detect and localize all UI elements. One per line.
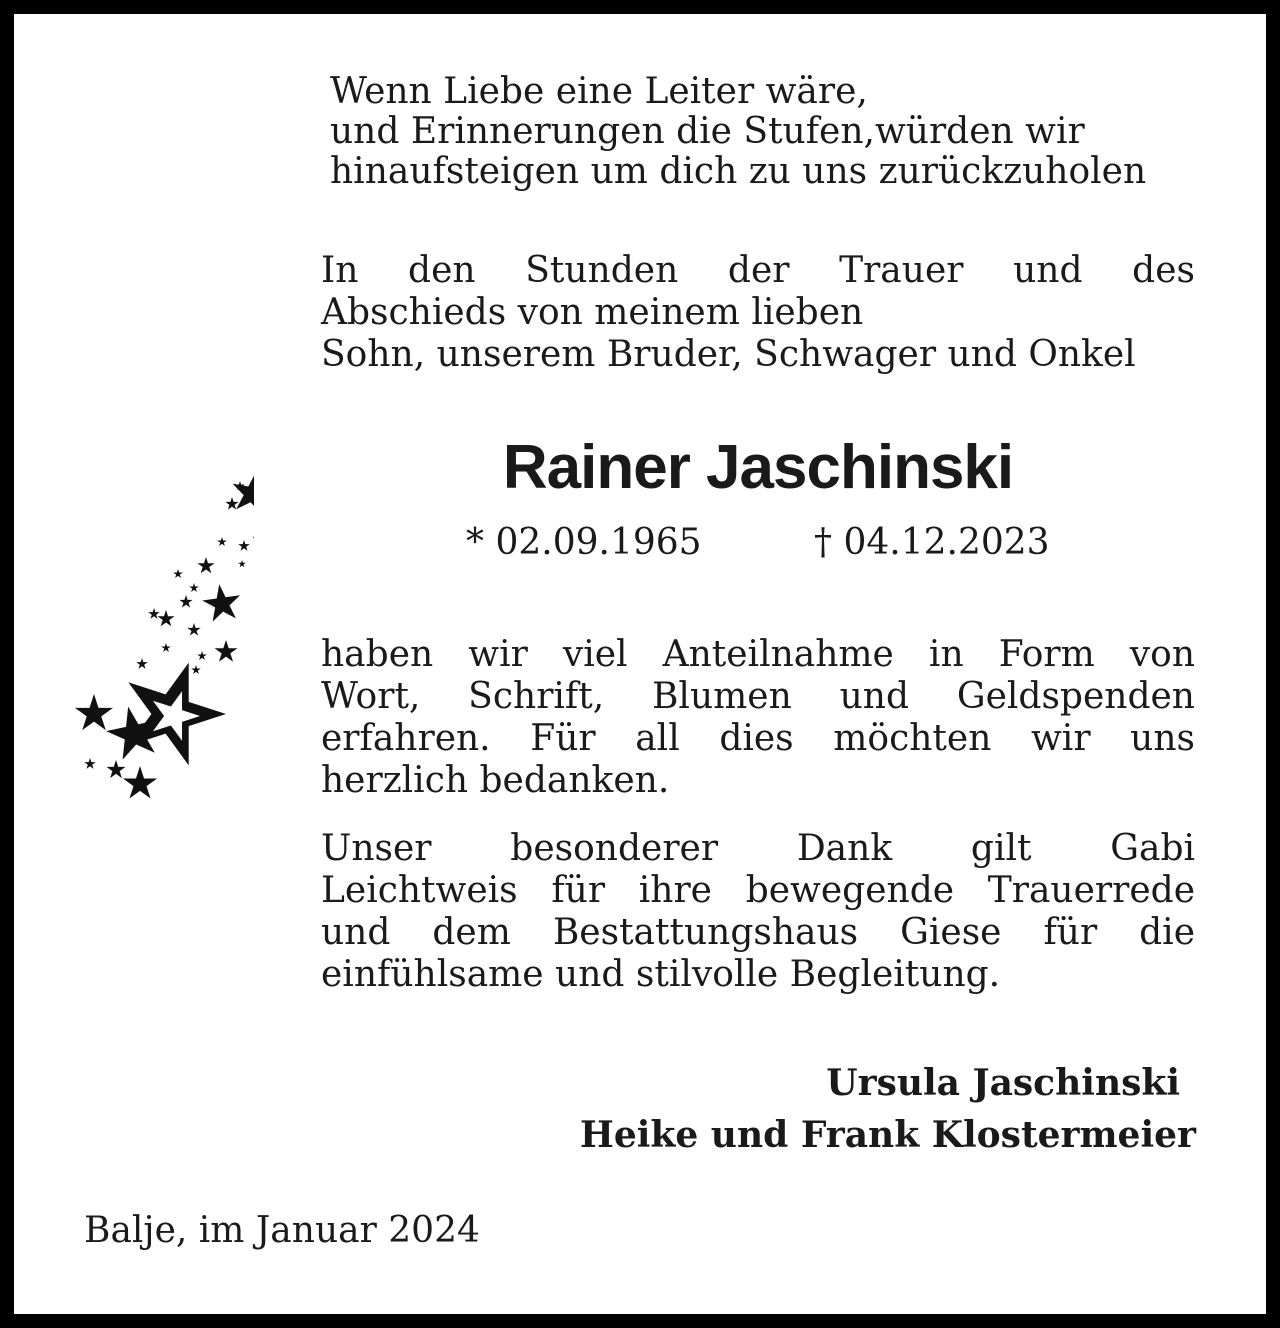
poem <box>330 72 1146 192</box>
birth-date: * 02.09.1965 <box>466 522 702 563</box>
obituary-card <box>14 14 1266 1314</box>
shooting-stars-icon <box>54 374 254 824</box>
signature-second: Heike und Frank Klostermeier <box>579 1114 1196 1156</box>
deceased-name: Rainer Jaschinski <box>502 433 1014 502</box>
thanks-paragraph <box>321 634 1195 802</box>
special-line: und dem Bestattungshaus Giese für die <box>321 912 1195 953</box>
thanks-line: Wort, Schrift, Blumen und Geldspenden <box>321 676 1195 717</box>
intro-line: Abschieds von meinem lieben <box>321 292 864 333</box>
thanks-line: haben wir viel Anteilnahme in Form von <box>321 634 1195 675</box>
special-line: Leichtweis für ihre bewegende Trauerrede <box>321 870 1195 911</box>
place-date: Balje, im Januar 2024 <box>84 1210 480 1251</box>
intro-line: Sohn, unserem Bruder, Schwager und Onkel <box>321 334 1136 375</box>
poem-line: und Erinnerungen die Stufen,würden wir <box>330 111 1085 152</box>
thanks-line: erfahren. Für all dies möchten wir uns <box>321 718 1195 759</box>
signature-first: Ursula Jaschinski <box>826 1062 1180 1104</box>
poem-line: hinaufsteigen um dich zu uns zurückzuholen <box>330 151 1147 192</box>
special-line: einfühlsame und stilvolle Begleitung. <box>321 954 1001 995</box>
thanks-line: herzlich bedanken. <box>321 760 670 801</box>
special-thanks-paragraph <box>321 828 1195 996</box>
death-date: † 04.12.2023 <box>814 522 1050 563</box>
intro-line: In den Stunden der Trauer und des <box>321 250 1195 291</box>
intro-paragraph <box>321 250 1195 376</box>
poem-line: Wenn Liebe eine Leiter wäre, <box>330 71 868 112</box>
special-line: Unser besonderer Dank gilt Gabi <box>321 828 1195 869</box>
